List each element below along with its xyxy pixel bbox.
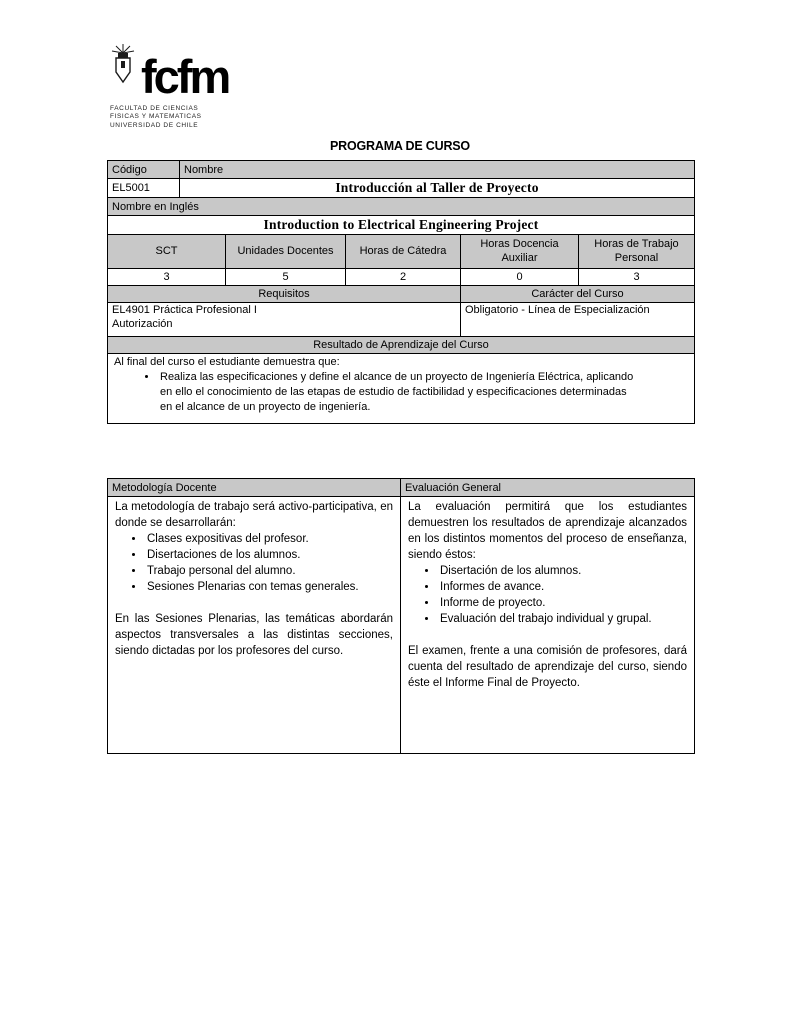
- horas-catedra-label-cell: Horas de Cátedra: [346, 235, 461, 269]
- metodologia-header-cell: Metodología Docente: [108, 479, 401, 497]
- unidades-label-cell: Unidades Docentes: [226, 235, 346, 269]
- resultado-label-cell: Resultado de Aprendizaje del Curso: [108, 337, 695, 354]
- faculty-name-line3: UNIVERSIDAD DE CHILE: [110, 121, 199, 129]
- list-item: • Evaluación del trabajo individual y grupal.: [438, 611, 687, 627]
- table-row: [108, 286, 695, 303]
- table-row: [108, 269, 695, 286]
- course-name-es: Introducción al Taller de Proyecto: [180, 179, 695, 198]
- list-item: • Sesiones Plenarias con temas generales.: [145, 579, 393, 595]
- course-info-table: [107, 160, 695, 424]
- table-row: [108, 337, 695, 354]
- horas-docencia-value-cell: 0: [461, 269, 579, 286]
- requisitos-value-cell: [108, 303, 461, 337]
- sct-value-cell: 3: [108, 269, 226, 286]
- methodology-evaluation-table: [107, 478, 695, 754]
- university-crest-icon: [110, 44, 136, 89]
- requisitos-line1: EL4901 Práctica Profesional I: [112, 304, 257, 316]
- list-item: • Clases expositivas del profesor.: [145, 531, 393, 547]
- table-row: [108, 235, 695, 269]
- university-logo: [110, 42, 228, 130]
- codigo-value-cell: EL5001: [108, 179, 180, 198]
- caracter-label-cell: Carácter del Curso: [461, 286, 695, 303]
- metodologia-paragraph-2: En las Sesiones Plenarias, las temáticas abordarán aspectos transversales a las distintas secciones, siendo dictadas por los profesores del curso.: [115, 613, 393, 657]
- horas-catedra-value-cell: 2: [346, 269, 461, 286]
- faculty-name: [110, 105, 228, 130]
- blank-line: [115, 595, 393, 611]
- table-row: [108, 354, 695, 424]
- table-row: [108, 497, 695, 754]
- course-name-en: Introduction to Electrical Engineering Project: [108, 216, 695, 235]
- horas-docencia-label-cell: Horas Docencia Auxiliar: [461, 235, 579, 269]
- faculty-name-line1: FACULTAD DE CIENCIAS: [110, 105, 199, 112]
- nombre-ingles-label-cell: Nombre en Inglés: [108, 198, 695, 216]
- blank-line: [408, 627, 687, 643]
- document-title: PROGRAMA DE CURSO: [330, 139, 470, 153]
- evaluacion-bullet-list: [438, 563, 687, 627]
- table-row: [108, 161, 695, 179]
- list-item: • Informe de proyecto.: [438, 595, 687, 611]
- evaluacion-paragraph-2: El examen, frente a una comisión de profesores, dará cuenta del resultado de aprendizaje del curso, siendo éste el Informe Final de Proyecto.: [408, 645, 687, 689]
- list-item: • Disertaciones de los alumnos.: [145, 547, 393, 563]
- table-row: [108, 179, 695, 198]
- table-row: [108, 303, 695, 337]
- evaluacion-content-cell: [401, 497, 695, 754]
- codigo-label-cell: Código: [108, 161, 180, 179]
- requisitos-label-cell: Requisitos: [108, 286, 461, 303]
- caracter-value-cell: Obligatorio - Línea de Especialización: [461, 303, 695, 337]
- resultado-bullet-list: [158, 370, 688, 415]
- fcfm-wordmark: fcfm: [141, 50, 229, 103]
- horas-trabajo-label-cell: Horas de Trabajo Personal: [579, 235, 695, 269]
- list-item: • Realiza las especificaciones y define el alcance de un proyecto de Ingeniería Eléctrica, aplicando en ello el conocimiento de las etapas de estudio de factibilidad y especificaciones determinadas en el alcance de un proyecto de ingeniería.: [158, 370, 636, 415]
- sct-label-cell: SCT: [108, 235, 226, 269]
- nombre-label-cell: Nombre: [180, 161, 695, 179]
- metodologia-content-cell: [108, 497, 401, 754]
- evaluacion-header-cell: Evaluación General: [401, 479, 695, 497]
- list-item: • Trabajo personal del alumno.: [145, 563, 393, 579]
- metodologia-paragraph-1: La metodología de trabajo será activo-participativa, en donde se desarrollarán:: [115, 501, 393, 529]
- requisitos-line2: Autorización: [112, 317, 173, 330]
- resultado-content-cell: [108, 354, 695, 424]
- unidades-value-cell: 5: [226, 269, 346, 286]
- metodologia-bullet-list: [145, 531, 393, 595]
- horas-trabajo-value-cell: 3: [579, 269, 695, 286]
- table-row: [108, 198, 695, 216]
- faculty-name-line2: FISICAS Y MATEMATICAS: [110, 113, 202, 121]
- table-row: [108, 216, 695, 235]
- list-item: • Disertación de los alumnos.: [438, 563, 687, 579]
- table-row: [108, 479, 695, 497]
- evaluacion-paragraph-1: La evaluación permitirá que los estudiantes demuestren los resultados de aprendizaje alcanzados en los distintos momentos del proceso de enseñanza, siendo éstos:: [408, 501, 687, 561]
- resultado-intro: Al final del curso el estudiante demuestra que:: [114, 356, 340, 368]
- list-item: • Informes de avance.: [438, 579, 687, 595]
